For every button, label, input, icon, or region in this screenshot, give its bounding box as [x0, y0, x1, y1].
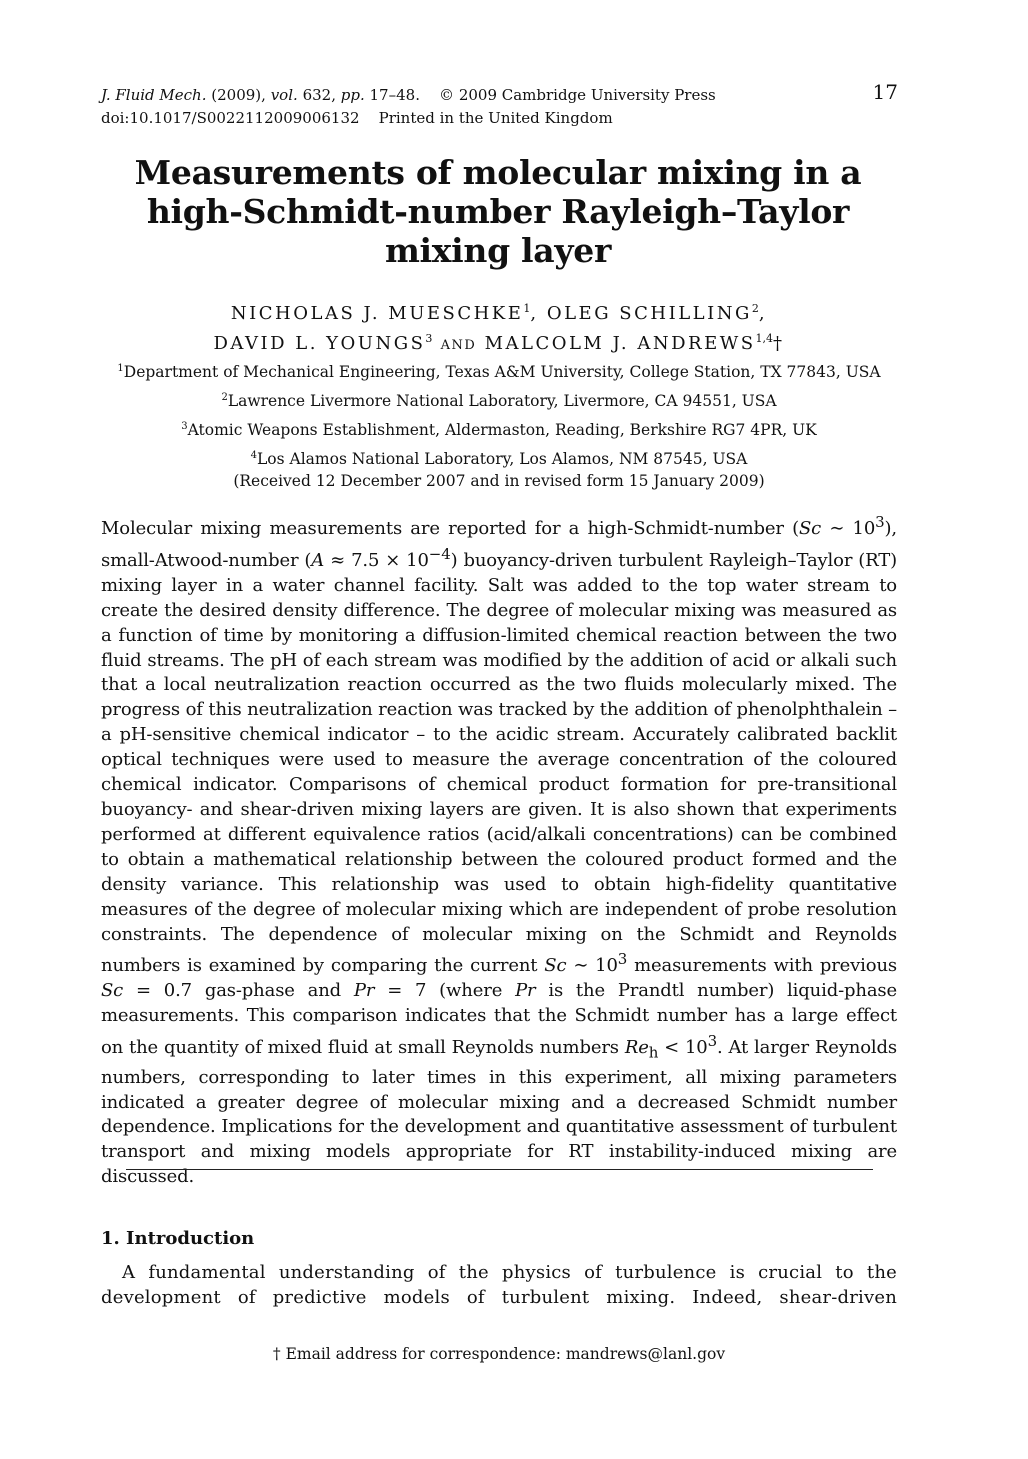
- title-line-3: mixing layer: [384, 231, 612, 270]
- symbol-pr: Pr: [353, 980, 375, 1002]
- abstract-text: ∼ 10: [821, 518, 876, 539]
- dagger-mark: †: [773, 333, 785, 354]
- section-heading: 1. Introduction: [101, 1228, 255, 1249]
- symbol-sc: Sc: [798, 518, 822, 539]
- volume-number: 632,: [302, 86, 336, 104]
- exponent: −4: [428, 544, 451, 563]
- symbol-atwood: A: [311, 549, 325, 571]
- abstract-text: measurements with previous: [627, 955, 897, 977]
- author-1: NICHOLAS J. MUESCHKE: [230, 303, 524, 324]
- abstract-text: < 10: [658, 1037, 708, 1059]
- abstract-text: is the Prandtl number) liquid-phase measurements. This comparison indicates that the Schmidt number has a large effect on the quantity of mixed fluid at small Reynolds numbers: [101, 980, 897, 1059]
- symbol-sc: Sc: [544, 955, 567, 977]
- affiliation-1: [101, 356, 897, 385]
- affiliation-3: [101, 414, 897, 443]
- abstract: [101, 510, 897, 1190]
- printed-notice: Printed in the United Kingdom: [378, 109, 613, 127]
- affiliation-1-text: Department of Mechanical Engineering, Texas A&M University, College Station, TX 77843, USA: [123, 363, 881, 382]
- abstract-divider: [126, 1169, 873, 1170]
- affiliation-4: [101, 443, 897, 472]
- affiliation-3-number: 3: [181, 421, 188, 433]
- correspondence-footnote: † Email address for correspondence: mandrews@lanl.gov: [272, 1345, 726, 1363]
- author-3: DAVID L. YOUNGS: [213, 333, 426, 354]
- pages-label: pp.: [340, 86, 365, 104]
- page-number: 17: [872, 80, 898, 104]
- abstract-text: Molecular mixing measurements are reported for a high-Schmidt-number (: [101, 518, 799, 539]
- abstract-text: ), small-Atwood-number (: [101, 518, 897, 571]
- affiliation-2-number: 2: [221, 392, 228, 404]
- author-conjunction: AND: [440, 338, 477, 353]
- author-2: OLEG SCHILLING: [546, 303, 752, 324]
- author-2-affil: 2: [751, 302, 759, 315]
- symbol-sc: Sc: [101, 980, 124, 1002]
- affiliation-4-number: 4: [250, 450, 258, 462]
- volume-label: vol.: [270, 86, 298, 104]
- affiliation-4-text: Los Alamos National Laboratory, Los Alamos, NM 87545, USA: [257, 450, 748, 469]
- abstract-text: ) buoyancy-driven turbulent Rayleigh–Taylor (RT) mixing layer in a water channel facility. Salt was added to the top water stream to create the desired density difference. The degree of molecular mixing was measured as a function of time by monitoring a diffusion-limited chemical reaction between the two fluid streams. The pH of each stream was modified by the addition of acid or alkali such that a local neutralization reaction occurred as the two fluids molecularly mixed. The progress of this neutralization reaction was tracked by the addition of phenolphthalein – a pH-sensitive chemical indicator – to the acidic stream. Accurately calibrated backlit optical techniques were used to measure the average concentration of the coloured chemical indicator. Comparisons of chemical product formation for pre-transitional buoyancy- and shear-driven mixing layers are given. It is also shown that experiments performed at different equivalence ratios (acid/alkali concentrations) can be combined to obtain a mathematical relationship between the coloured product formed and the density variance. This relationship was used to obtain high-fidelity quantitative measures of the degree of molecular mixing which are independent of probe resolution constraints. The dependence of molecular mixing on the Schmidt and Reynolds numbers is examined by comparing the current: [101, 549, 898, 977]
- journal-name: J. Fluid Mech.: [101, 86, 207, 104]
- copyright-notice: © 2009 Cambridge University Press: [439, 86, 716, 104]
- paper-title: [120, 153, 876, 270]
- author-list: [101, 296, 897, 358]
- affiliation-3-text: Atomic Weapons Establishment, Aldermaston, Reading, Berkshire RG7 4PR, UK: [187, 421, 817, 440]
- affiliation-list: [101, 356, 897, 473]
- doi: doi:10.1017/S0022112009006132: [101, 109, 360, 127]
- abstract-text: ≈ 7.5 × 10: [324, 549, 429, 571]
- author-line-1: NICHOLAS J. MUESCHKE$^1$, OLEG SCHILLING$^2$,: [230, 302, 768, 324]
- author-1-affil: 1: [523, 302, 531, 315]
- abstract-text: ∼ 10: [566, 955, 618, 977]
- abstract-text: . At larger Reynolds numbers, corresponding to later times in this experiment, all mixing parameters indicated a greater degree of molecular mixing and a decreased Schmidt number dependence. Implications for the development and quantitative assessment of turbulent transport and mixing models appropriate for RT instability-induced mixing are discussed.: [101, 1037, 897, 1188]
- title-line-1: Measurements of molecular mixing in a: [134, 153, 862, 192]
- symbol-pr: Pr: [515, 980, 536, 1002]
- subscript: h: [648, 1043, 659, 1062]
- author-line-2: [101, 326, 897, 358]
- affiliation-2: [101, 385, 897, 414]
- affiliation-2-text: Lawrence Livermore National Laboratory, Livermore, CA 94551, USA: [227, 392, 777, 411]
- received-dates: (Received 12 December 2007 and in revised form 15 January 2009): [233, 472, 765, 490]
- exponent: 3: [875, 513, 885, 531]
- running-header: [101, 84, 716, 130]
- citation-line: [101, 84, 716, 107]
- journal-year: (2009),: [211, 86, 266, 104]
- title-line-2: high-Schmidt-number Rayleigh–Taylor: [146, 192, 850, 231]
- abstract-text: = 0.7 gas-phase and: [123, 980, 354, 1002]
- author-4: MALCOLM J. ANDREWS: [484, 333, 756, 354]
- page-range: 17–48.: [369, 86, 420, 104]
- affiliation-1-number: 1: [117, 363, 124, 374]
- author-3-affil: 3: [425, 332, 433, 345]
- author-4-affil: 1,4: [755, 332, 774, 345]
- exponent: 3: [707, 1032, 717, 1051]
- abstract-text: = 7 (where: [374, 980, 516, 1002]
- doi-line: [101, 107, 716, 130]
- introduction-paragraph: A fundamental understanding of the physics of turbulence is crucial to the development of predictive models of turbulent mixing. Indeed, shear-driven: [101, 1262, 897, 1308]
- symbol-re: Re: [624, 1037, 649, 1059]
- exponent: 3: [617, 950, 628, 969]
